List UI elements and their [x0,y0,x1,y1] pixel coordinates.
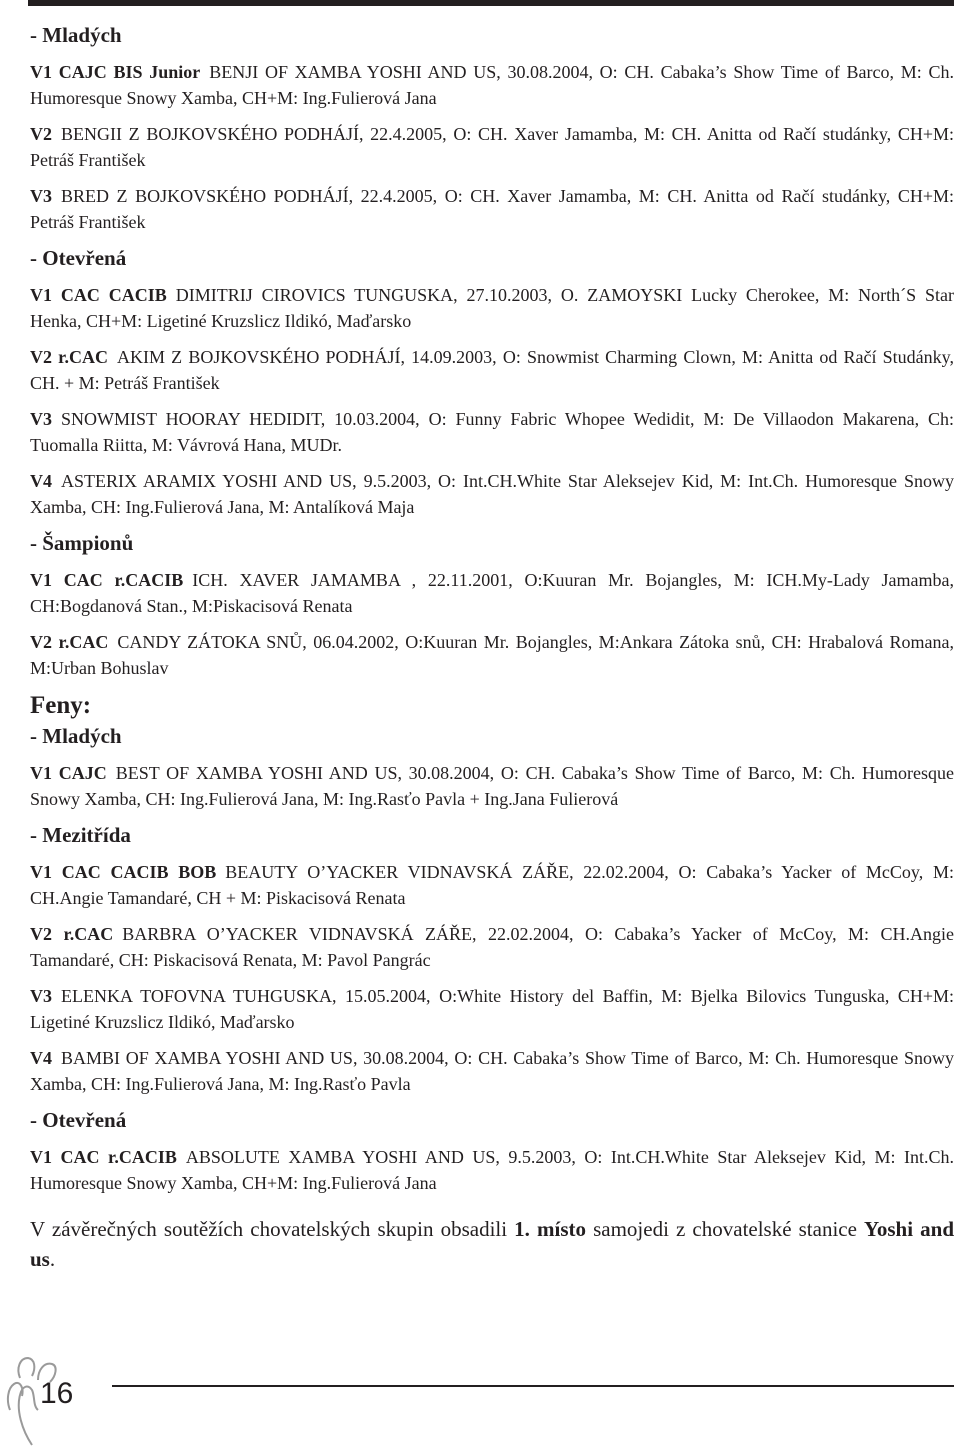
entry-awards: V4 [30,471,52,491]
entry-awards: V4 [30,1048,52,1068]
closing-kennel: Yoshi and us [30,1217,955,1271]
result-entry [30,760,954,812]
result-entry [30,1045,954,1097]
closing-text-1: V závěrečných soutěžích chovatelských skupin obsadili [30,1217,508,1241]
entry-awards: V1 CAJC BIS Junior [30,62,201,82]
result-entry [30,282,954,334]
result-entry [30,921,954,973]
section-heading: - Mezitřída [30,823,131,847]
closing-place: 1. místo [514,1217,587,1241]
entry-awards: V2 r.CAC [30,924,114,944]
entry-awards: V1 CAC r.CACIB [30,1147,177,1167]
entry-details: BEST OF XAMBA YOSHI AND US, 30.08.2004, O: CH. Cabaka’s Show Time of Barco, M: Ch. Humoresque Snowy Xamba, CH: Ing.Fulierová Jana, M: Ing.Rasťo Pavla + Ing.Jana Fulierová [30,763,954,809]
entry-awards: V2 r.CAC [30,632,109,652]
page-number: 16 [40,1377,74,1410]
entry-details: BENGII Z BOJKOVSKÉHO PODHÁJÍ, 22.4.2005, O: CH. Xaver Jamamba, M: CH. Anitta od Račí studánky, CH+M: Petráš František [30,124,954,170]
result-entry [30,468,954,520]
entry-awards: V1 CAC r.CACIB [30,570,184,590]
entry-details: BAMBI OF XAMBA YOSHI AND US, 30.08.2004, O: CH. Cabaka’s Show Time of Barco, M: Ch. Humoresque Snowy Xamba, CH: Ing.Fulierová Jana, M: Ing.Rasťo Pavla [30,1048,954,1094]
entry-details: ABSOLUTE XAMBA YOSHI AND US, 9.5.2003, O: Int.CH.White Star Aleksejev Kid, M: Int.Ch. Humoresque Snowy Xamba, CH+M: Ing.Fulierová Jana [30,1147,954,1193]
entry-details: BRED Z BOJKOVSKÉHO PODHÁJÍ, 22.4.2005, O: CH. Xaver Jamamba, M: CH. Anitta od Račí studánky, CH+M: Petráš František [30,186,954,232]
entry-details: ELENKA TOFOVNA TUHGUSKA, 15.05.2004, O:White History del Baffin, M: Bjelka Bilovics Tunguska, CH+M: Ligetiné Kruzslicz Ildikó, Maďarsko [30,986,954,1032]
feny-title: Feny: [30,692,92,719]
result-entry [30,183,954,235]
entry-details: BEAUTY O’YACKER VIDNAVSKÁ ZÁŘE, 22.02.2004, O: Cabaka’s Yacker of McCoy, M: CH.Angie Tamandaré, CH + M: Piskacisová Renata [30,862,954,908]
section-heading: - Otevřená [30,246,127,270]
entry-details: ASTERIX ARAMIX YOSHI AND US, 9.5.2003, O: Int.CH.White Star Aleksejev Kid, M: Int.Ch. Humoresque Snowy Xamba, CH: Ing.Fulierová Jana, M: Antalíková Maja [30,471,954,517]
result-entry [30,629,954,681]
result-entry [30,859,954,911]
entry-details: SNOWMIST HOORAY HEDIDIT, 10.03.2004, O: Funny Fabric Whopee Wedidit, M: De Villaodon Makarena, Ch: Tuomalla Riitta, M: Vávrová Hana, MUDr. [30,409,954,455]
entry-details: ICH. XAVER JAMAMBA , 22.11.2001, O:Kuuran Mr. Bojangles, M: ICH.My-Lady Jamamba, CH:Bogdanová Stan., M:Piskacisová Renata [30,570,954,616]
section-heading: - Mladých [30,23,122,47]
entry-details: BARBRA O’YACKER VIDNAVSKÁ ZÁŘE, 22.02.2004, O: Cabaka’s Yacker of McCoy, M: CH.Angie Tamandaré, CH: Piskacisová Renata, M: Pavol Pangrác [30,924,954,970]
closing-end: . [49,1247,56,1271]
entry-awards: V3 [30,186,52,206]
entry-awards: V1 CAC CACIB [30,285,167,305]
result-entry [30,406,954,458]
entry-awards: V2 [30,124,52,144]
page-content [30,22,954,1274]
entry-awards: V3 [30,409,52,429]
feny-results [30,723,954,1196]
entry-details: DIMITRIJ CIROVICS TUNGUSKA, 27.10.2003, O. ZAMOYSKI Lucky Cherokee, M: North´S Star Henka, CH+M: Ligetiné Kruzslicz Ildikó, Maďarsko [30,285,954,331]
result-entry [30,59,954,111]
section-heading: - Šampionů [30,531,134,555]
result-entry [30,344,954,396]
entry-details: AKIM Z BOJKOVSKÉHO PODHÁJÍ, 14.09.2003, O: Snowmist Charming Clown, M: Anitta od Račí Studánky, CH. + M: Petráš František [30,347,954,393]
entry-details: BENJI OF XAMBA YOSHI AND US, 30.08.2004, O: CH. Cabaka’s Show Time of Barco, M: Ch. Humoresque Snowy Xamba, CH+M: Ing.Fulierová Jana [30,62,954,108]
bottom-rule [112,1385,954,1387]
result-entry [30,1144,954,1196]
result-entry [30,567,954,619]
dogs-results [30,22,954,681]
entry-awards: V1 CAJC [30,763,107,783]
section-heading: - Mladých [30,724,122,748]
result-entry [30,121,954,173]
section-heading: - Otevřená [30,1108,127,1132]
result-entry [30,983,954,1035]
entry-awards: V2 r.CAC [30,347,108,367]
closing-text-2: samojedi z chovatelské stanice [593,1217,857,1241]
entry-awards: V3 [30,986,52,1006]
entry-details: CANDY ZÁTOKA SNŮ, 06.04.2002, O:Kuuran Mr. Bojangles, M:Ankara Zátoka snů, CH: Hrabalová Romana, M:Urban Bohuslav [30,632,954,678]
top-rule [28,0,954,6]
entry-awards: V1 CAC CACIB BOB [30,862,217,882]
closing-paragraph [30,1214,954,1274]
